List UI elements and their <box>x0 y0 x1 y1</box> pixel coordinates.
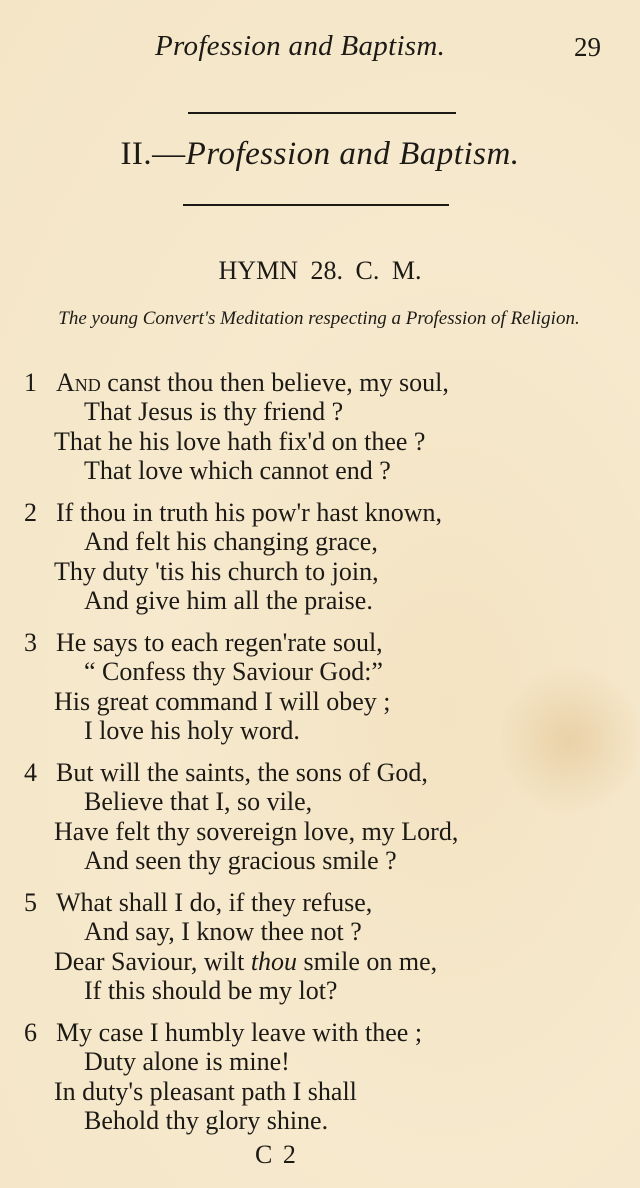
verse-line: And seen thy gracious smile ? <box>84 846 397 875</box>
verse-5 <box>0 888 640 1018</box>
verse-line: And give him all the praise. <box>84 586 373 615</box>
verse-line: Duty alone is mine! <box>84 1047 290 1076</box>
hymn-heading: HYMN 28. C. M. <box>218 256 422 285</box>
section-name: Profession and Baptism. <box>185 136 520 172</box>
verse-number: 4 <box>24 758 37 787</box>
page-number: 29 <box>574 32 601 62</box>
verse-line: And felt his changing grace, <box>84 527 378 556</box>
verse-line: His great command I will obey ; <box>54 687 391 716</box>
rule-top <box>188 112 456 114</box>
section-numeral: II.— <box>120 136 186 172</box>
verse-number: 6 <box>24 1018 37 1047</box>
verse-line: That Jesus is thy friend ? <box>84 397 344 426</box>
verse-line-rest: canst thou then believe, my soul, <box>100 368 449 397</box>
verse-line: If thou in truth his pow'r hast known, <box>56 498 442 527</box>
verse-line-start: Dear Saviour, wilt <box>54 947 251 976</box>
verse-1 <box>0 368 640 498</box>
verse-line: In duty's pleasant path I shall <box>54 1077 357 1106</box>
verse-line: My case I humbly leave with thee ; <box>56 1018 423 1047</box>
verse-number: 1 <box>24 368 37 397</box>
verse-line: That he his love hath fix'd on thee ? <box>54 427 426 456</box>
verse-2 <box>0 498 640 628</box>
verse-number: 2 <box>24 498 37 527</box>
verses <box>0 368 640 1148</box>
verse-first-word: And <box>56 368 101 397</box>
verse-line: Believe that I, so vile, <box>84 787 313 816</box>
verse-line: I love his holy word. <box>84 716 300 745</box>
verse-line: That love which cannot end ? <box>84 456 391 485</box>
rule-bottom <box>183 204 449 206</box>
verse-emphasis: thou <box>250 947 298 976</box>
verse-line: Thy duty 'tis his church to join, <box>54 557 379 586</box>
verse-line: He says to each regen'rate soul, <box>56 628 383 657</box>
verse-line: “ Confess thy Saviour God:” <box>84 657 383 686</box>
verse-line: And say, I know thee not ? <box>84 917 362 946</box>
verse-line <box>56 368 449 398</box>
verse-number: 5 <box>24 888 37 917</box>
verse-line: If this should be my lot? <box>84 976 338 1005</box>
verse-line: Have felt thy sovereign love, my Lord, <box>54 817 459 846</box>
section-title <box>0 136 640 173</box>
signature-mark: C 2 <box>255 1140 298 1169</box>
verse-line: But will the saints, the sons of God, <box>56 758 428 787</box>
hymn-subtitle: The young Convert's Meditation respecting a Profession of Religion. <box>58 308 580 329</box>
running-title: Profession and Baptism. <box>155 30 446 62</box>
verse-3 <box>0 628 640 758</box>
verse-line-end: smile on me, <box>297 947 438 976</box>
verse-line: What shall I do, if they refuse, <box>56 888 373 917</box>
verse-6 <box>0 1018 640 1148</box>
verse-line: Behold thy glory shine. <box>84 1106 329 1135</box>
running-head <box>0 30 640 70</box>
verse-line <box>54 947 437 977</box>
verse-number: 3 <box>24 628 37 657</box>
verse-4 <box>0 758 640 888</box>
